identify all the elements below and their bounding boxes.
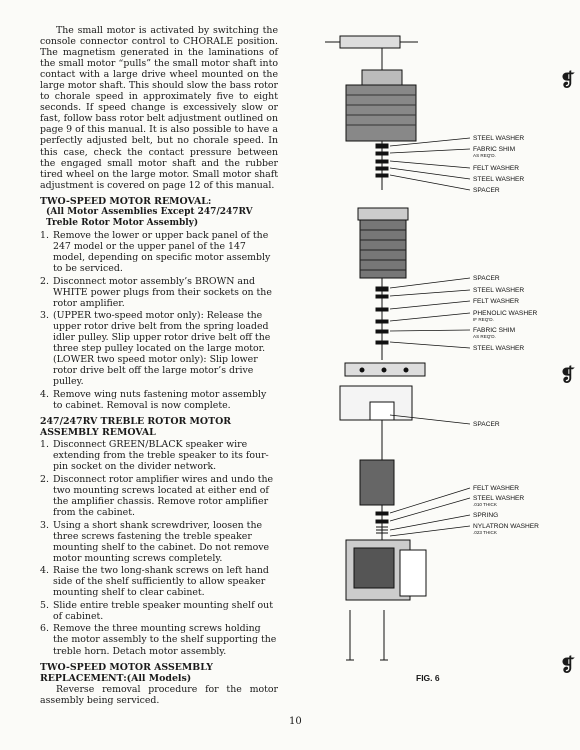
label-steel-washer: STEEL WASHER	[473, 345, 525, 352]
treble-heading: 247/247RV TREBLE ROTOR MOTOR ASSEMBLY REMOVAL	[40, 416, 232, 439]
label-felt-washer: FELT WASHER	[473, 165, 520, 172]
label-thickness: .010 THICK	[473, 502, 497, 507]
list-item: 2. Disconnect motor assembly’s BROWN and WHITE power plugs from their sockets on the rotor amplifier.	[40, 275, 272, 309]
list-item: 1. Disconnect GREEN/BLACK speaker wire extending from the treble speaker to its four-pin socket on the divider network.	[40, 439, 269, 473]
label-phenolic-washer: PHENOLIC WASHER	[473, 310, 538, 317]
list-item: 6. Remove the three mounting screws holding the motor assembly to the shelf supporting the treble horn. Detach motor assembly.	[40, 623, 277, 657]
label-spacer: SPACER	[473, 421, 500, 428]
label-spacer: SPACER	[473, 187, 500, 194]
list-item: 3. (UPPER two-speed motor only): Release the upper rotor drive belt from the spring loaded idler pulley. Slip upper rotor drive belt off the three step pulley located on the large motor. (LOWER two speed motor only): Slip lower rotor drive belt off the large motor’s drive pulley.	[40, 310, 271, 388]
label-as-reqd: AS REQ'D.	[473, 153, 496, 158]
label-fabric-shim: FABRIC SHIM	[473, 327, 516, 334]
upper-motor-stator	[346, 85, 416, 141]
label-steel-washer: STEEL WASHER	[473, 495, 525, 502]
label-nylatron-washer: NYLATRON WASHER	[473, 523, 539, 530]
binding-mark: ❡	[560, 655, 576, 676]
label-spacer: SPACER	[473, 275, 500, 282]
middle-motor-stator	[360, 220, 406, 278]
top-connector	[340, 36, 400, 48]
replacement-heading: TWO-SPEED MOTOR ASSEMBLY REPLACEMENT:(All Models)	[40, 661, 213, 684]
removal-heading: TWO-SPEED MOTOR REMOVAL:	[40, 195, 212, 207]
replacement-text: Reverse removal procedure for the motor assembly being serviced.	[40, 683, 278, 706]
label-as-reqd: AS REQ'D.	[473, 334, 496, 339]
list-item: 1. Remove the lower or upper back panel of the 247 model or the upper panel of the 147 model, depending on specific motor assembly to be serviced.	[40, 229, 271, 274]
label-felt-washer: FELT WASHER	[473, 485, 520, 492]
label-steel-washer: STEEL WASHER	[473, 287, 525, 294]
label-fabric-shim: FABRIC SHIM	[473, 146, 516, 153]
label-felt-washer: FELT WASHER	[473, 298, 520, 305]
binding-mark: ❡	[560, 70, 576, 91]
removal-subheading: (All Motor Assemblies Except 247/247RV Treble Rotor Motor Assembly)	[46, 206, 253, 228]
text-column	[40, 25, 278, 706]
middle-motor-top	[358, 208, 408, 220]
list-item: 5. Slide entire treble speaker mounting shelf out of cabinet.	[40, 599, 273, 622]
list-item: 4. Raise the two long-shank screws on left hand side of the shelf sufficiently to allow speaker mounting shelf to clear cabinet.	[40, 565, 269, 599]
list-item: 3. Using a short shank screwdriver, loosen the three screws fastening the treble speaker mounting shelf to the cabinet. Do not remove motor mounting screws completely.	[40, 519, 270, 564]
page-number: 10	[289, 716, 302, 727]
label-spring: SPRING	[473, 512, 499, 519]
lower-motor	[360, 460, 394, 505]
binding-mark: ❡	[560, 365, 576, 386]
label-steel-washer: STEEL WASHER	[473, 135, 525, 142]
label-if-reqd: IF REQ'D.	[473, 317, 494, 322]
list-item: 4. Remove wing nuts fastening motor assembly to cabinet. Removal is now complete.	[40, 389, 267, 412]
list-item: 2. Disconnect rotor amplifier wires and undo the two mounting screws located at either end of the amplifier chassis. Remove rotor amplifier from the cabinet.	[40, 473, 274, 518]
intro-paragraph: The small motor is activated by switching the console connector control to CHORALE position. The magnetism generated in the laminations of the small motor “pulls” the small motor shaft into contact with a large drive wheel mounted on the large motor shaft. This should slow the bass rotor to chorale speed in approximately five to eight seconds. If speed change is excessively slow or fast, follow bass rotor belt adjustment outlined on page 9 of this manual. It is also possible to have a perfectly adjusted belt, but no chorale speed. In this case, check the contact pressure between the engaged small motor shaft and the rubber tired wheel on the large motor. Small motor shaft adjustment is covered on page 12 of this manual.	[40, 25, 278, 191]
motor-exploded-diagram	[300, 30, 560, 680]
figure-caption: FIG. 6	[416, 673, 440, 683]
removal-steps	[40, 230, 278, 411]
label-steel-washer: STEEL WASHER	[473, 176, 525, 183]
treble-steps	[40, 439, 278, 656]
label-thickness: .023 THICK	[473, 530, 497, 535]
